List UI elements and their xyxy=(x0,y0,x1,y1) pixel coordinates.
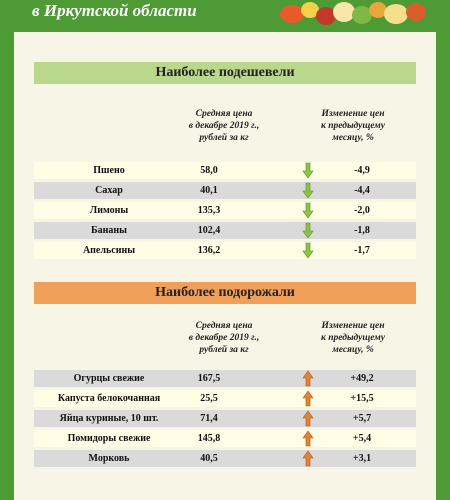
product-price: 58,0 xyxy=(200,165,218,176)
arrow-down-icon xyxy=(302,222,314,239)
col-head-line: в декабре 2019 г., xyxy=(188,333,260,343)
col-head-line: месяцу, % xyxy=(332,345,374,355)
price-change: -4,9 xyxy=(354,165,370,176)
product-name: Яйца куриные, 10 шт. xyxy=(59,413,159,424)
product-name: Капуста белокочанная xyxy=(57,393,161,404)
product-name: Огурцы свежие xyxy=(73,373,145,384)
price-change: -1,7 xyxy=(354,245,370,256)
price-change: +3,1 xyxy=(352,453,372,464)
pricier-price-column-header xyxy=(174,320,274,356)
col-head-line: Средняя цена xyxy=(195,109,253,119)
arrow-down-icon xyxy=(302,182,314,199)
price-change: +49,2 xyxy=(350,373,374,384)
product-price: 136,2 xyxy=(197,245,221,256)
table-row xyxy=(34,162,416,179)
product-name: Морковь xyxy=(88,453,130,464)
table-row xyxy=(34,410,416,427)
col-head-line: месяцу, % xyxy=(332,133,374,143)
table-row xyxy=(34,390,416,407)
table-row xyxy=(34,430,416,447)
price-change: -4,4 xyxy=(354,185,370,196)
product-price: 40,5 xyxy=(200,453,218,464)
arrow-down-icon xyxy=(302,242,314,259)
page-title: в Иркутской области xyxy=(32,1,197,20)
product-price: 135,3 xyxy=(197,205,221,216)
col-head-line: Средняя цена xyxy=(195,321,253,331)
col-head-line: в декабре 2019 г., xyxy=(188,121,260,131)
cheaper-section-title: Наиболее подешевели xyxy=(34,62,416,84)
price-change: +15,5 xyxy=(350,393,374,404)
arrow-up-icon xyxy=(302,430,314,447)
header-bar xyxy=(0,0,450,30)
col-head-line: Изменение цен xyxy=(321,109,385,119)
pricier-section-title: Наиболее подорожали xyxy=(34,282,416,304)
product-name: Бананы xyxy=(91,225,127,236)
col-head-line: рублей за кг xyxy=(199,133,249,143)
col-head-line: к предыдущему xyxy=(321,333,385,343)
arrow-down-icon xyxy=(302,202,314,219)
arrow-up-icon xyxy=(302,410,314,427)
col-head-line: к предыдущему xyxy=(321,121,385,131)
cheaper-price-column-header xyxy=(174,108,274,144)
table-row xyxy=(34,242,416,259)
table-row xyxy=(34,202,416,219)
pricier-change-column-header xyxy=(308,320,398,356)
table-row xyxy=(34,222,416,239)
table-row xyxy=(34,182,416,199)
vegetables-image xyxy=(278,0,428,28)
product-price: 25,5 xyxy=(200,393,218,404)
arrow-up-icon xyxy=(302,450,314,467)
product-price: 145,8 xyxy=(197,433,221,444)
price-change: +5,4 xyxy=(352,433,372,444)
price-change: -2,0 xyxy=(354,205,370,216)
col-head-line: рублей за кг xyxy=(199,345,249,355)
product-name: Пшено xyxy=(93,165,125,176)
product-name: Сахар xyxy=(95,185,123,196)
product-price: 102,4 xyxy=(197,225,221,236)
col-head-line: Изменение цен xyxy=(321,321,385,331)
product-name: Апельсины xyxy=(82,245,136,256)
table-row xyxy=(34,450,416,467)
arrow-up-icon xyxy=(302,370,314,387)
product-price: 40,1 xyxy=(200,185,218,196)
cheaper-change-column-header xyxy=(308,108,398,144)
product-price: 71,4 xyxy=(200,413,218,424)
price-change: +5,7 xyxy=(352,413,372,424)
arrow-down-icon xyxy=(302,162,314,179)
product-name: Помидоры свежие xyxy=(67,433,151,444)
product-name: Лимоны xyxy=(89,205,129,216)
price-change: -1,8 xyxy=(354,225,370,236)
table-row xyxy=(34,370,416,387)
arrow-up-icon xyxy=(302,390,314,407)
product-price: 167,5 xyxy=(197,373,221,384)
content-panel xyxy=(14,32,436,500)
